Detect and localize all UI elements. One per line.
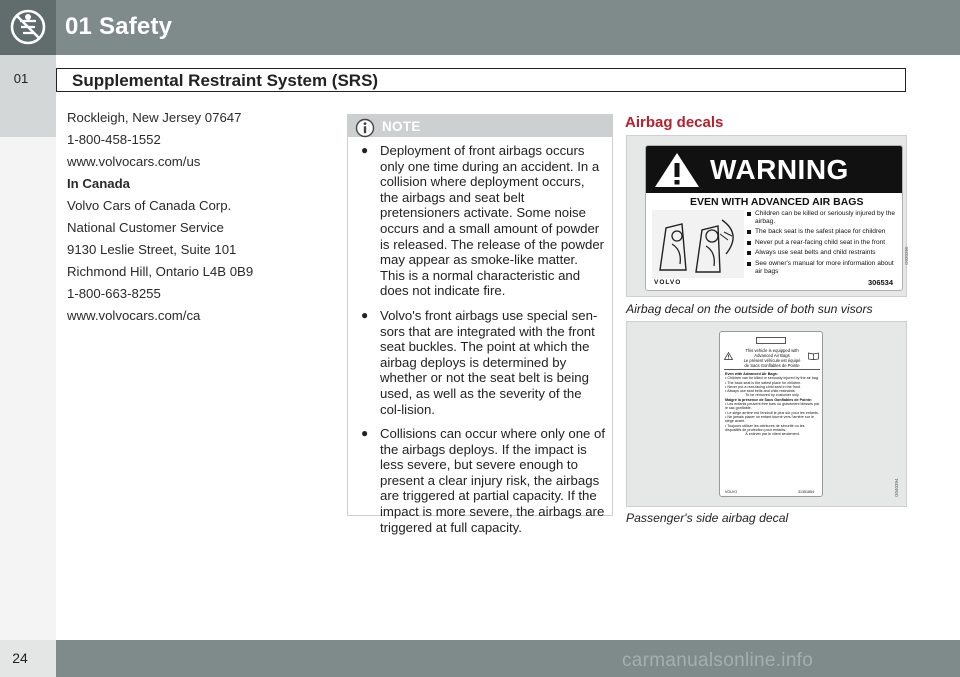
figure-caption: Airbag decal on the outside of both sun visors xyxy=(626,302,873,316)
warning-item: Children can be killed or seriously injured by the airbag. xyxy=(746,210,902,225)
bullet-icon: ● xyxy=(361,426,369,441)
label-body-line: • Le siège arrière est l'endroit le plus sûr pour les enfants. xyxy=(725,410,819,415)
passenger-decal-figure xyxy=(626,321,907,507)
warning-item: See owner's manual for more information about air bags xyxy=(746,260,902,275)
label-body-line: • Toujours utiliser les ceintures de sécurité ou les dispositifs de protection pour enfants. xyxy=(725,423,805,432)
note-item-text: Volvo's front airbags use special sen-sors that are integrated with the front seat buckles. The point at which the airbag deploys is determined by whether or not the seat belt is being used, as well as the severity of the col-lision. xyxy=(380,307,598,417)
contact-line: National Customer Service xyxy=(67,220,224,235)
contact-line: 9130 Leslie Street, Suite 101 xyxy=(67,242,237,257)
image-code: G040394 xyxy=(894,478,899,497)
label-header-line: Le présent véhicule est équipé xyxy=(743,358,801,363)
page-number: 24 xyxy=(12,650,28,666)
note-title: NOTE xyxy=(382,119,421,134)
note-box xyxy=(347,114,613,535)
warning-item: The back seat is the safest place for children xyxy=(746,228,902,236)
bullet-icon: ● xyxy=(361,143,369,157)
side-band xyxy=(0,55,56,640)
decal-heading: Airbag decals xyxy=(625,114,724,131)
contact-column xyxy=(67,111,327,331)
volvo-logo: VOLVO xyxy=(654,279,682,286)
warning-triangle-icon xyxy=(724,352,733,360)
contact-phone: 1-800-458-1552 xyxy=(67,132,161,147)
volvo-logo: VOLVO xyxy=(725,490,738,494)
label-body-line: • Never put a rear-facing child seat in the front. xyxy=(725,384,802,389)
chapter-side-tab xyxy=(0,55,56,137)
note-item-text: Deployment of front airbags occurs only one time during an accident. In a collision where deployment occurs, the airbags and seat belt pretensioners activate. Some noise occurs and a small amount of powder is released. The release of the powder may appear as smoke-like matter. This is a normal characteristic and does not indicate fire. xyxy=(380,143,605,299)
label-body-line: • The back seat is the safest place for children. xyxy=(725,380,802,385)
label-body-line: • Les enfants peuvent être tués ou gravement blessés par le sac gonflable. xyxy=(725,402,820,411)
part-number: 306534 xyxy=(868,278,894,287)
note-item xyxy=(360,426,606,535)
warning-label xyxy=(645,145,903,291)
label-body-line: Malgré la présence de Sacs Gonflables de Pointe: xyxy=(725,397,813,402)
warning-subtitle: EVEN WITH ADVANCED AIR BAGS xyxy=(690,196,864,208)
part-number: 31351854 xyxy=(798,490,814,494)
contact-subheading: In Canada xyxy=(67,176,131,191)
label-body xyxy=(725,372,820,436)
contact-url[interactable]: www.volvocars.com/us xyxy=(67,154,201,169)
label-body-line: • Children can be killed or seriously injured by the air bag. xyxy=(725,376,819,381)
contact-line: Volvo Cars of Canada Corp. xyxy=(67,198,232,213)
warning-band xyxy=(646,146,903,193)
contact-line: Rockleigh, New Jersey 07647 xyxy=(67,110,242,125)
contact-url[interactable]: www.volvocars.com/ca xyxy=(67,308,201,323)
contact-line: Richmond Hill, Ontario L4B 0B9 xyxy=(67,264,254,279)
label-divider xyxy=(724,369,820,370)
footer-bar xyxy=(0,640,960,677)
label-header-line: Advanced Air Bags xyxy=(754,353,790,358)
passenger-label xyxy=(719,331,823,497)
warning-item: Always use seat belts and child restraints xyxy=(746,249,902,257)
warning-item: Never put a rear-facing child seat in the front xyxy=(746,239,902,247)
label-header xyxy=(734,348,810,368)
note-header xyxy=(348,115,612,137)
warning-word: WARNING xyxy=(710,154,849,185)
image-code: G020265 xyxy=(904,246,909,265)
warning-triangle-icon xyxy=(653,151,701,189)
info-icon xyxy=(355,118,375,138)
watermark: carmanualsonline.info xyxy=(622,650,814,671)
warning-list xyxy=(746,210,902,278)
contact-phone: 1-800-663-8255 xyxy=(67,286,161,301)
note-item xyxy=(360,308,606,417)
chapter-tab xyxy=(0,0,56,55)
child-seat-airbag-illustration xyxy=(652,210,744,278)
label-body-line: • Always use seat belts and child restraints. xyxy=(725,389,796,394)
label-body-line: To be removed by customer only. xyxy=(745,393,800,398)
no-child-seat-icon xyxy=(10,7,46,47)
label-body-line: Even with Advanced Air Bags: xyxy=(725,372,779,376)
label-body-line: • Ne jamais placer un enfant tourné vers l'arrière sur le siège avant. xyxy=(725,414,814,424)
chapter-side-label: 01 xyxy=(13,71,29,86)
figure-caption: Passenger's side airbag decal xyxy=(626,511,789,525)
bullet-icon: ● xyxy=(361,307,369,322)
chapter-title: 01 Safety xyxy=(65,13,173,40)
label-tab xyxy=(756,337,786,344)
label-header-line: This vehicle is equipped with xyxy=(745,348,799,353)
label-body-line: À enlever par le client seulement. xyxy=(745,432,800,437)
note-list xyxy=(360,143,606,544)
label-header-line: de Sacs Gonflables de Pointe xyxy=(744,363,800,368)
section-title: Supplemental Restraint System (SRS) xyxy=(72,71,379,90)
note-item-text: Collisions can occur where only one of the airbags deploys. If the impact is less severe, but severe enough to present a clear injury risk, the airbags are triggered at partial capacity. If the impact is more severe, the airbags are triggered at full capacity. xyxy=(380,426,606,535)
sun-visor-decal-figure xyxy=(626,135,907,297)
note-item xyxy=(360,143,606,299)
